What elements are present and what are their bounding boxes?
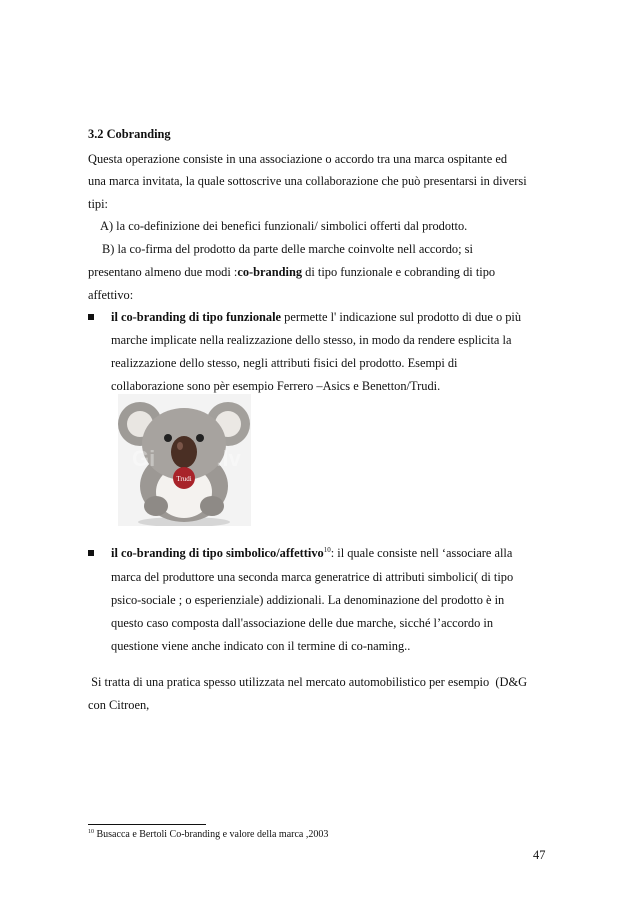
paragraph-line: una marca invitata, la quale sottoscrive una collaborazione che può presentarsi in diversi — [88, 174, 527, 188]
plush-tag-text: Trudi — [176, 475, 192, 483]
bullet-square-icon — [88, 314, 94, 320]
closing-line: Si tratta di una pratica spesso utilizzata nel mercato automobilistico per esempio (D&G — [88, 675, 528, 689]
bullet1-first-line: il co-branding di tipo funzionale permette l' indicazione sul prodotto di due o più — [111, 310, 522, 324]
presentano-line: presentano almeno due modi :co-branding di tipo funzionale e cobranding di tipo — [88, 265, 496, 279]
section-title: 3.2 Cobranding — [88, 127, 171, 141]
bullet2-line: marca del produttore una seconda marca generatrice di attributi simbolici( di tipo — [111, 570, 514, 584]
koala-plush-image — [118, 394, 251, 526]
watermark-text: Gi .lv — [132, 446, 241, 471]
page-number: 47 — [533, 848, 546, 862]
bullet2-line: questo caso composta dall'associazione delle due marche, sicché l’accordo in — [111, 616, 494, 630]
bullet2-first-line: il co-branding di tipo simbolico/affettivo$^{10}$: il quale consiste nell ‘associare alla — [111, 546, 513, 560]
item-a: A) la co-definizione dei benefici funzionali/ simbolici offerti dal prodotto. — [100, 219, 468, 233]
bullet2-line: questione viene anche indicato con il termine di co-naming.. — [111, 639, 411, 653]
koala-plush-drawing — [118, 394, 251, 526]
footnote: $^{10}$ Busacca e Bertoli Co-branding e valore della marca ,2003 — [88, 829, 329, 840]
item-b: B) la co-firma del prodotto da parte delle marche coinvolte nell accordo; si — [102, 242, 473, 256]
bullet1-line: realizzazione dello stesso, negli attributi fisici del prodotto. Esempi di — [111, 356, 458, 370]
closing-line: con Citroen, — [88, 698, 150, 712]
bullet-square-icon — [88, 550, 94, 556]
paragraph-line: tipi: — [88, 197, 108, 211]
bullet2-line: psico-sociale ; o esperienziale) addizionali. La denominazione del prodotto è in — [111, 593, 505, 607]
bullet1-line: collaborazione sono pèr esempio Ferrero –Asics e Benetton/Trudi. — [111, 379, 441, 393]
paragraph-line: Questa operazione consiste in una associazione o accordo tra una marca ospitante ed — [88, 152, 508, 166]
bullet1-line: marche implicate nella realizzazione dello stesso, in modo da rendere esplicita la — [111, 333, 512, 347]
footnote-separator — [88, 824, 206, 825]
affettivo-line: affettivo: — [88, 288, 134, 302]
